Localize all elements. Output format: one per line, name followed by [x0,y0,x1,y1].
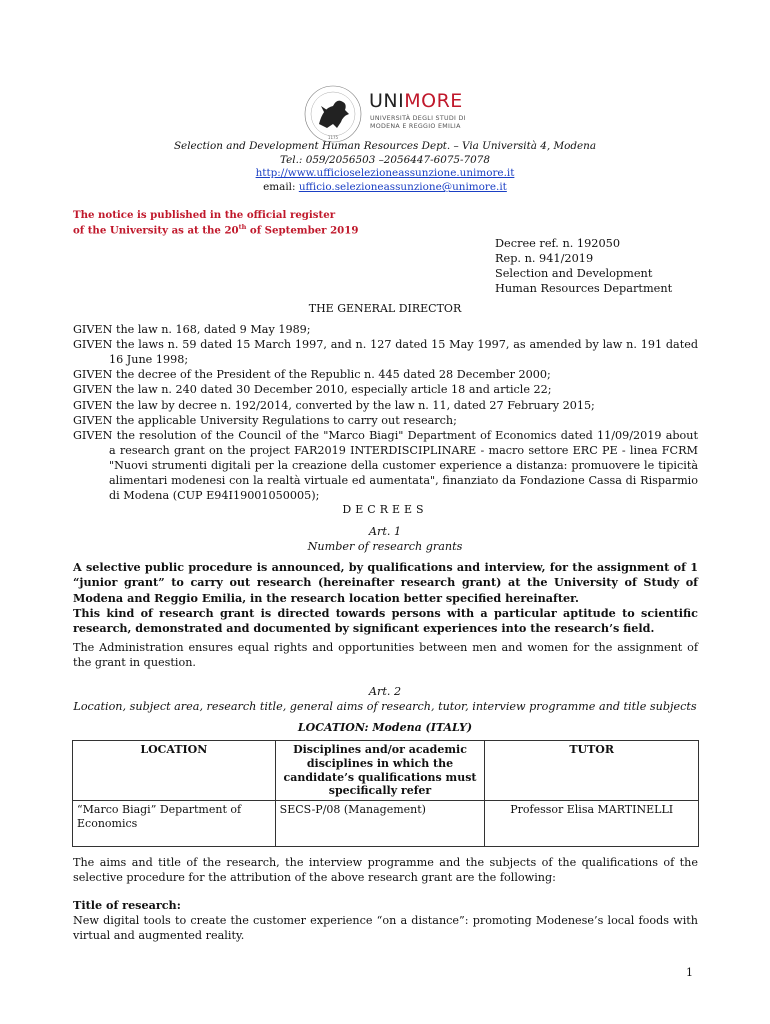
decrees-heading: DECREES [342,503,428,516]
recital-item: GIVEN the applicable University Regulations to carry out research; [73,413,457,427]
brand-subtitle: UNIVERSITÀ DEGLI STUDI DI MODENA E REGGIO EMILIA [370,115,466,130]
location-table [72,740,699,847]
dept-phone: Tel.: 059/2056503 –2056447-6075-7078 [280,153,490,166]
table-cell: SECS-P/08 (Management) [275,801,485,847]
aims-paragraph: The aims and title of the research, the interview programme and the subjects of the qualifications of the selective procedure for the attribution of the above research grant are the following: [73,856,698,885]
article-1-heading: Art. 1 Number of research grants [307,525,463,554]
recital-item: GIVEN the law by decree n. 192/2014, converted by the law n. 11, dated 27 February 2015; [73,398,595,412]
table-header: TUTOR [485,741,699,801]
article-1-body: A selective public procedure is announced, by qualifications and interview, for the assignment of 1 “junior grant” to carry out research (hereinafter research grant) at the University of Study of Modena and Reggio Emilia, in the research location better specified hereinafter. This kind of research grant is directed towards persons with a particular aptitude to scientific research, demonstrated and documented by significant experiences into the research’s field. [73,560,698,636]
article-2-heading: Art. 2 Location, subject area, research title, general aims of research, tutor, interview programme and title subjects [73,685,697,714]
research-title-label: Title of research: [73,898,181,912]
table-header: Disciplines and/or academic disciplines in which the candidate’s qualifications must specifically refer [275,741,485,801]
table-cell: “Marco Biagi” Department of Economics [73,801,276,847]
recitals-list [73,322,698,503]
dept-address: Selection and Development Human Resources Dept. – Via Università 4, Modena [173,140,597,152]
publication-notice: The notice is published in the official register of the University as at the 20th of September 2019 [73,209,359,237]
general-director-heading: THE GENERAL DIRECTOR [308,302,462,315]
equal-rights-paragraph: The Administration ensures equal rights and opportunities between men and women for the assignment of the grant in question. [73,641,698,670]
research-title-text: New digital tools to create the customer experience “on a distance”: promoting Modenese’s local foods with virtual and augmented reality. [73,914,698,943]
website-link[interactable]: http://www.ufficioselezioneassunzione.unimore.it [255,167,515,180]
page-number: 1 [686,966,693,979]
recital-item: GIVEN the law n. 240 dated 30 December 2010, especially article 18 and article 22; [73,383,552,397]
email-line: email: ufficio.selezioneassunzione@unimore.it [263,181,507,194]
table-cell: Professor Elisa MARTINELLI [485,801,699,847]
svg-text:1175: 1175 [327,135,339,140]
brand-name: UNIMORE [369,90,463,112]
table-header: LOCATION [73,741,276,801]
decree-reference: Decree ref. n. 192050 Rep. n. 941/2019 Selection and Development Human Resources Department [495,237,673,296]
table-header-row [73,741,699,801]
university-seal-icon [303,84,363,144]
recital-item: GIVEN the decree of the President of the Republic n. 445 dated 28 December 2000; [73,368,551,382]
recital-item: GIVEN the resolution of the Council of the "Marco Biagi" Department of Economics dated 11/09/2019 about a research grant on the project FAR2019 INTERDISCIPLINARE - macro settore ERC PE - linea FCRM "Nuovi strumenti digitali per la creazione della customer experience a distanza: promuovere le tipicità alimentari modenesi con la realtà virtuale ed aumentata", finanziato da Fondazione Cassa di Risparmio di Modena (CUP E94I19001050005); [73,428,698,503]
table-row [73,801,699,847]
location-heading: LOCATION: Modena (ITALY) [297,721,473,734]
recital-item: GIVEN the law n. 168, dated 9 May 1989; [73,323,311,336]
recital-item: GIVEN the laws n. 59 dated 15 March 1997, and n. 127 dated 15 May 1997, as amended by law n. 191 dated 16 June 1998; [73,338,698,367]
university-logo [303,84,503,144]
email-link[interactable]: ufficio.selezioneassunzione@unimore.it [298,181,507,194]
letterhead [0,140,770,195]
